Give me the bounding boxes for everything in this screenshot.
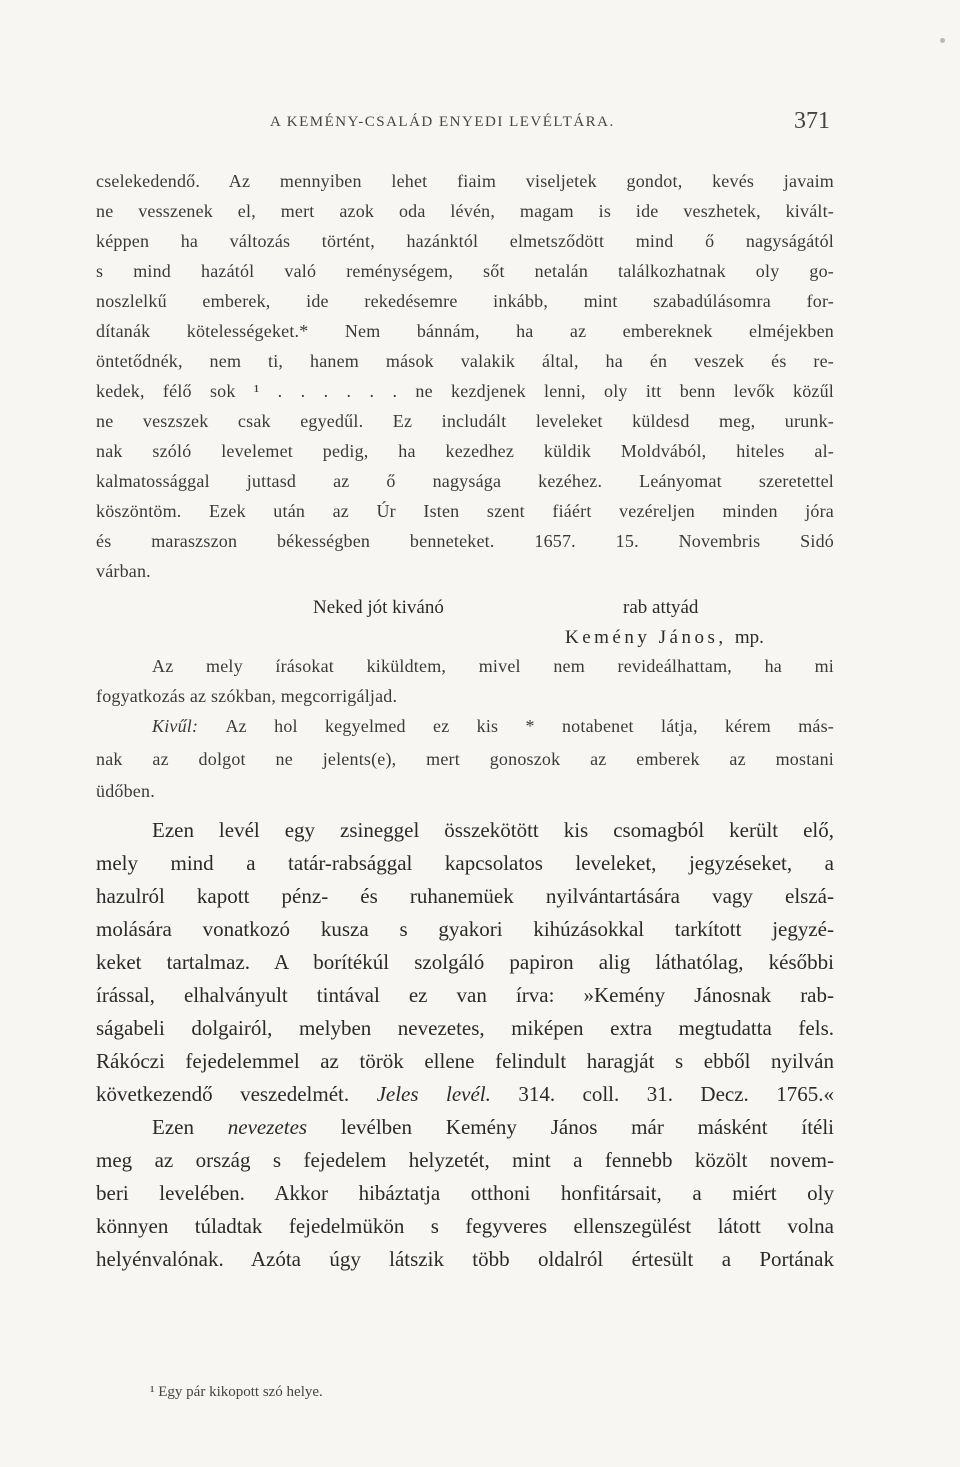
postscript-line: fogyatkozás az szókban, megcorrigáljad.: [96, 686, 398, 706]
letter-line: nak szóló levelemet pedig, ha kezedhez küldik Moldvából, hiteles al-: [96, 441, 834, 461]
signature-name: [565, 627, 764, 649]
commentary-line: helyénvalónak. Azóta úgy látszik több oldalról értesült a Portának: [96, 1247, 834, 1271]
commentary-line: keket tartalmaz. A borítékúl szolgáló papiron alig láthatólag, későbbi: [96, 950, 834, 974]
closing-relation: rab attyád: [623, 597, 699, 618]
letter-line: köszöntöm. Ezek után az Úr Isten szent fiáért vezéreljen minden jóra: [96, 501, 834, 521]
letter-line: ne veszszek csak egyedűl. Ez includált leveleket küldesd meg, urunk-: [96, 411, 834, 431]
commentary-line: [96, 1084, 834, 1105]
postscript-line: Az mely írásokat kiküldtem, mivel nem revideálhattam, ha mi: [152, 656, 834, 676]
postscript-line: nak az dolgot ne jelents(e), mert gonoszok az emberek az mostani: [96, 749, 834, 769]
commentary-line: könnyen túladtak fejedelmükön s fegyveres ellenszegülést látott volna: [96, 1214, 834, 1238]
commentary-line: Rákóczi fejedelemmel az török ellene felindult haragját s ebből nyilván: [96, 1049, 834, 1073]
letter-line: ne vesszenek el, mert azok oda lévén, magam is ide veszhetek, kivált-: [96, 201, 834, 221]
letter-line: és maraszszon békességben benneteket. 1657. 15. Novembris Sidó: [96, 531, 834, 551]
commentary-line: Ezen levél egy zsineggel összekötött kis csomagból került elő,: [152, 818, 834, 842]
archive-reference: 314. coll. 31. Decz. 1765.«: [518, 1082, 835, 1106]
letter-line: dítanák kötelességeket.* Nem bánnám, ha az embereknek elméjekben: [96, 321, 834, 341]
commentary-line: mely mind a tatár-rabsággal kapcsolatos leveleket, jegyzéseket, a: [96, 851, 834, 875]
commentary-line: molására vonatkozó kusza s gyakori kihúzásokkal tarkított jegyzé-: [96, 917, 834, 941]
signer: Kemény János,: [565, 627, 727, 648]
commentary-text: következendő veszedelmét.: [96, 1082, 350, 1106]
commentary-line: beri levelében. Akkor hibáztatja otthoni honfitársait, a miért oly: [96, 1181, 834, 1205]
letter-line: noszlelkű emberek, ide rekedésemre inkább, mint szabadúlásomra for-: [96, 291, 834, 311]
commentary-line: ságabeli dolgairól, melyben nevezetes, miképen extra megtudatta fels.: [96, 1016, 834, 1040]
commentary-line: hazulról kapott pénz- és ruhanemüek nyilvántartására vagy elszá-: [96, 884, 834, 908]
postscript-line: [152, 717, 834, 735]
commentary-text: levélben Kemény János már másként ítéli: [340, 1115, 835, 1139]
commentary-text: Ezen: [152, 1115, 194, 1139]
commentary-line: [152, 1117, 834, 1138]
page-number: 371: [794, 108, 830, 134]
letter-line: kedek, félő sok ¹ . . . . . . ne kezdjenek lenni, oly itt benn levők közűl: [96, 381, 834, 401]
commentary-line: meg az ország s fejedelem helyzetét, mint a fennebb közölt novem-: [96, 1148, 834, 1172]
page-header: [270, 108, 830, 138]
outside-note-label: Kivűl:: [152, 716, 199, 736]
letter-line: kalmatossággal juttasd az ő nagysága kezéhez. Leányomat szeretettel: [96, 471, 834, 491]
postscript-line: üdőben.: [96, 781, 155, 801]
letter-line: s mind hazától való reménységem, sőt netalán találkozhatnak oly go-: [96, 261, 834, 281]
letter-line: képpen ha változás történt, hazánktól elmetsződött mind ő nagyságától: [96, 231, 834, 251]
footnote: ¹ Egy pár kikopott szó helye.: [150, 1384, 323, 1400]
outside-note-text: Az hol kegyelmed ez kis * notabenet látja, kérem más-: [225, 716, 834, 736]
speck-mark: [940, 38, 945, 43]
nevezetes-word: nevezetes: [227, 1115, 308, 1139]
letter-line: cselekedendő. Az mennyiben lehet fiaim viseljetek gondot, kevés javaim: [96, 171, 834, 191]
closing-formula: Neked jót kivánó: [313, 597, 444, 618]
jeles-level: Jeles levél.: [376, 1082, 491, 1106]
letter-line: várban.: [96, 561, 151, 581]
running-head: A KEMÉNY-CSALÁD ENYEDI LEVÉLTÁRA.: [270, 114, 615, 130]
signature-suffix: mp.: [734, 627, 764, 648]
commentary-line: írással, elhalványult tintával ez van írva: »Kemény Jánosnak rab-: [96, 983, 834, 1007]
letter-line: öntetődnék, nem ti, hanem mások valakik által, ha én veszek és re-: [96, 351, 834, 371]
